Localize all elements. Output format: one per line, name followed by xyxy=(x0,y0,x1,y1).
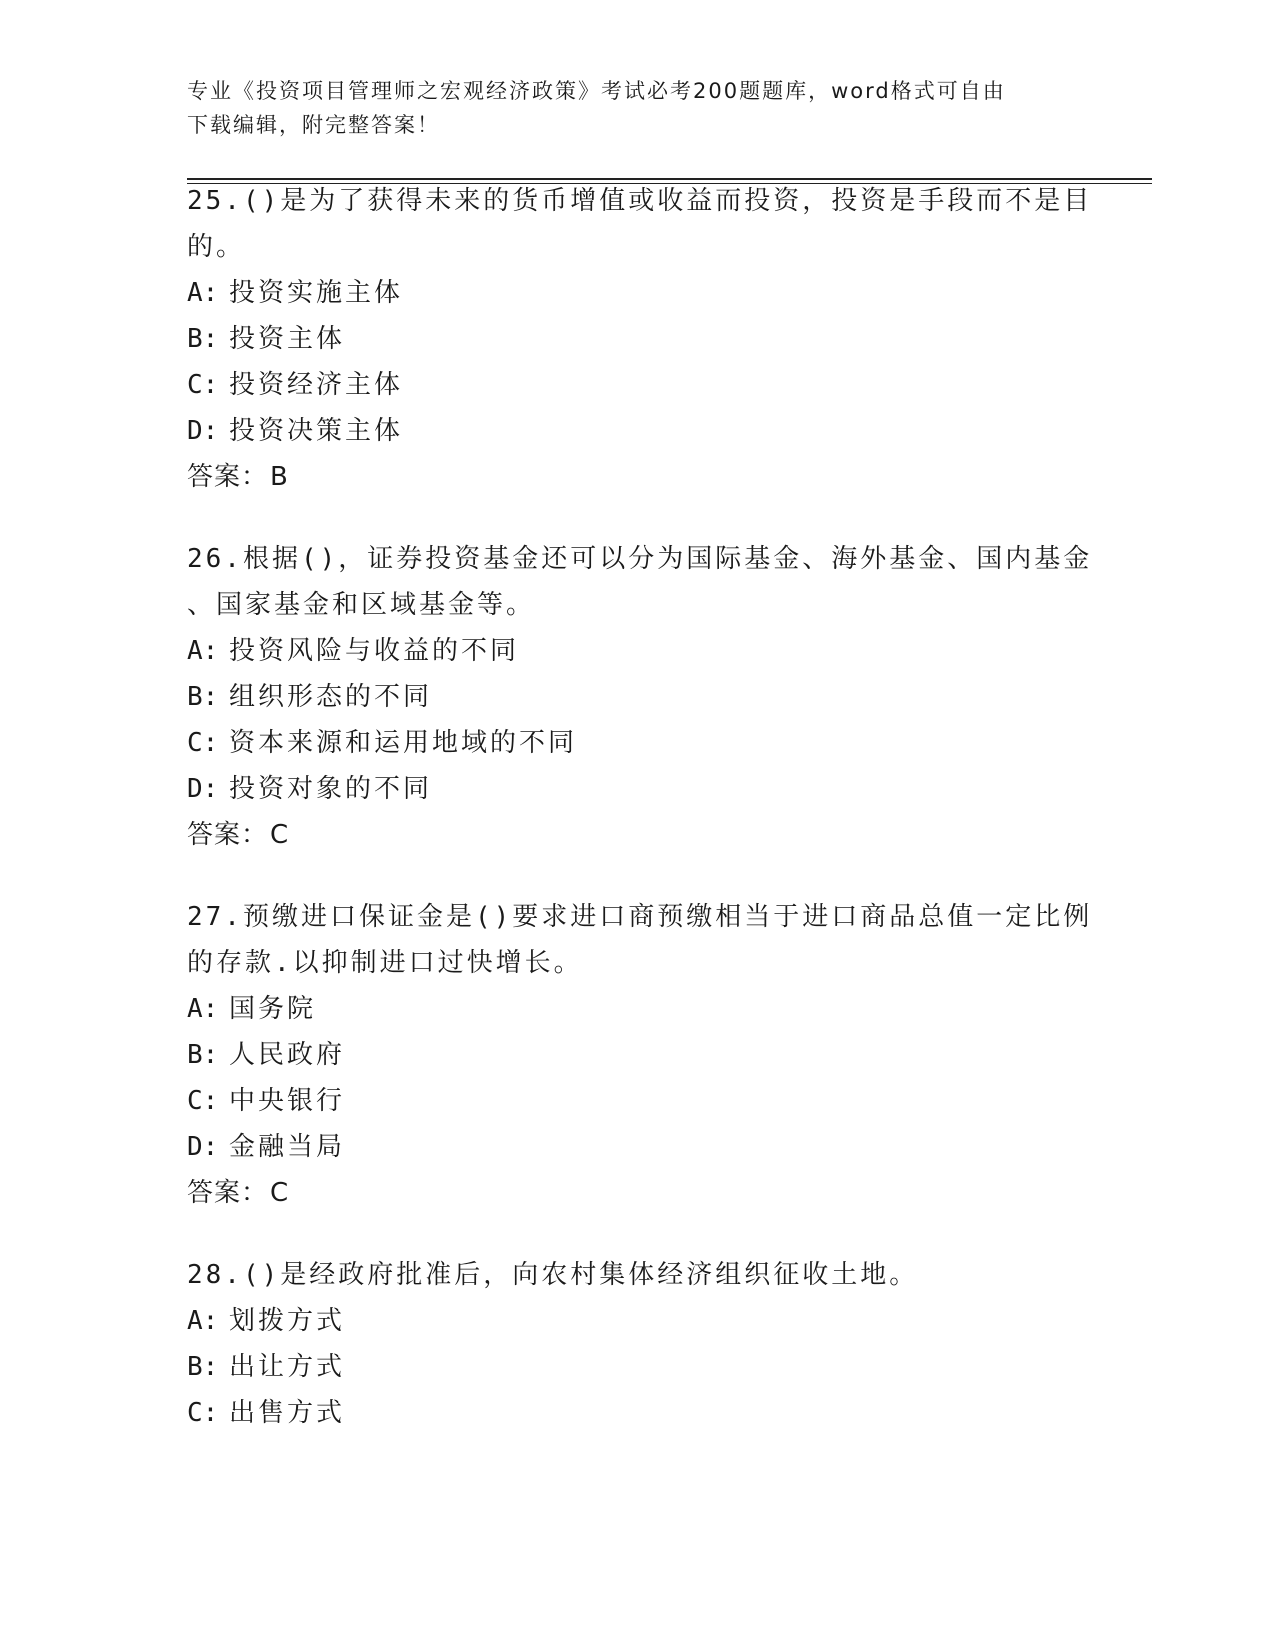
option-text: 投资实施主体 xyxy=(229,278,404,308)
option-key: A: xyxy=(187,994,219,1024)
option-b xyxy=(187,1344,1087,1390)
option-key: B: xyxy=(187,682,219,712)
header-line-1: 专业《投资项目管理师之宏观经济政策》考试必考200题题库，word格式可自由 xyxy=(187,79,1006,103)
question-stem-line: 25.()是为了获得未来的货币增值或收益而投资，投资是手段而不是目 xyxy=(187,186,1093,216)
option-key: B: xyxy=(187,324,219,354)
option-text: 投资主体 xyxy=(229,324,346,354)
option-b xyxy=(187,674,1087,720)
option-text: 中央银行 xyxy=(229,1086,346,1116)
answer-line xyxy=(187,454,1087,500)
option-text: 投资决策主体 xyxy=(229,416,404,446)
option-c xyxy=(187,720,1087,766)
option-a xyxy=(187,628,1087,674)
question-27 xyxy=(187,894,1093,1216)
answer-label: 答案： xyxy=(187,820,269,850)
answer-label: 答案： xyxy=(187,1178,269,1208)
question-stem-line: 、国家基金和区域基金等。 xyxy=(187,590,536,620)
option-b xyxy=(187,1032,1087,1078)
question-25 xyxy=(187,178,1093,500)
option-text: 组织形态的不同 xyxy=(229,682,433,712)
option-text: 资本来源和运用地域的不同 xyxy=(229,728,578,758)
option-text: 人民政府 xyxy=(229,1040,346,1070)
answer-line xyxy=(187,812,1087,858)
option-a xyxy=(187,1298,1087,1344)
option-key: B: xyxy=(187,1040,219,1070)
answer-line xyxy=(187,1170,1087,1216)
option-d xyxy=(187,408,1087,454)
option-b xyxy=(187,316,1087,362)
answer-value: C xyxy=(270,1178,290,1208)
question-28 xyxy=(187,1252,1087,1436)
option-key: C: xyxy=(187,1086,219,1116)
option-d xyxy=(187,1124,1087,1170)
option-key: C: xyxy=(187,1398,219,1428)
option-key: C: xyxy=(187,370,219,400)
question-26 xyxy=(187,536,1093,858)
option-text: 投资经济主体 xyxy=(229,370,404,400)
question-stem-line: 27.预缴进口保证金是()要求进口商预缴相当于进口商品总值一定比例 xyxy=(187,902,1093,932)
question-stem-line: 26.根据()，证券投资基金还可以分为国际基金、海外基金、国内基金 xyxy=(187,544,1093,574)
question-stem-line: 28.()是经政府批准后，向农村集体经济组织征收土地。 xyxy=(187,1260,919,1290)
option-c xyxy=(187,1390,1087,1436)
option-text: 出售方式 xyxy=(229,1398,346,1428)
question-stem-line: 的。 xyxy=(187,232,246,262)
answer-label: 答案： xyxy=(187,462,269,492)
option-d xyxy=(187,766,1087,812)
option-key: D: xyxy=(187,416,219,446)
option-key: D: xyxy=(187,1132,219,1162)
header-line-2: 下载编辑，附完整答案！ xyxy=(187,113,440,137)
option-text: 国务院 xyxy=(229,994,317,1024)
option-text: 投资风险与收益的不同 xyxy=(229,636,520,666)
answer-value: B xyxy=(270,462,289,492)
option-key: B: xyxy=(187,1352,219,1382)
option-c xyxy=(187,1078,1087,1124)
option-text: 投资对象的不同 xyxy=(229,774,433,804)
option-key: D: xyxy=(187,774,219,804)
option-text: 出让方式 xyxy=(229,1352,346,1382)
answer-value: C xyxy=(270,820,290,850)
option-text: 金融当局 xyxy=(229,1132,346,1162)
option-key: C: xyxy=(187,728,219,758)
option-key: A: xyxy=(187,1306,219,1336)
question-stem-line: 的存款.以抑制进口过快增长。 xyxy=(187,948,583,978)
option-key: A: xyxy=(187,278,219,308)
option-text: 划拨方式 xyxy=(229,1306,346,1336)
document-header xyxy=(187,74,1067,142)
option-c xyxy=(187,362,1087,408)
option-a xyxy=(187,270,1087,316)
option-a xyxy=(187,986,1087,1032)
option-key: A: xyxy=(187,636,219,666)
